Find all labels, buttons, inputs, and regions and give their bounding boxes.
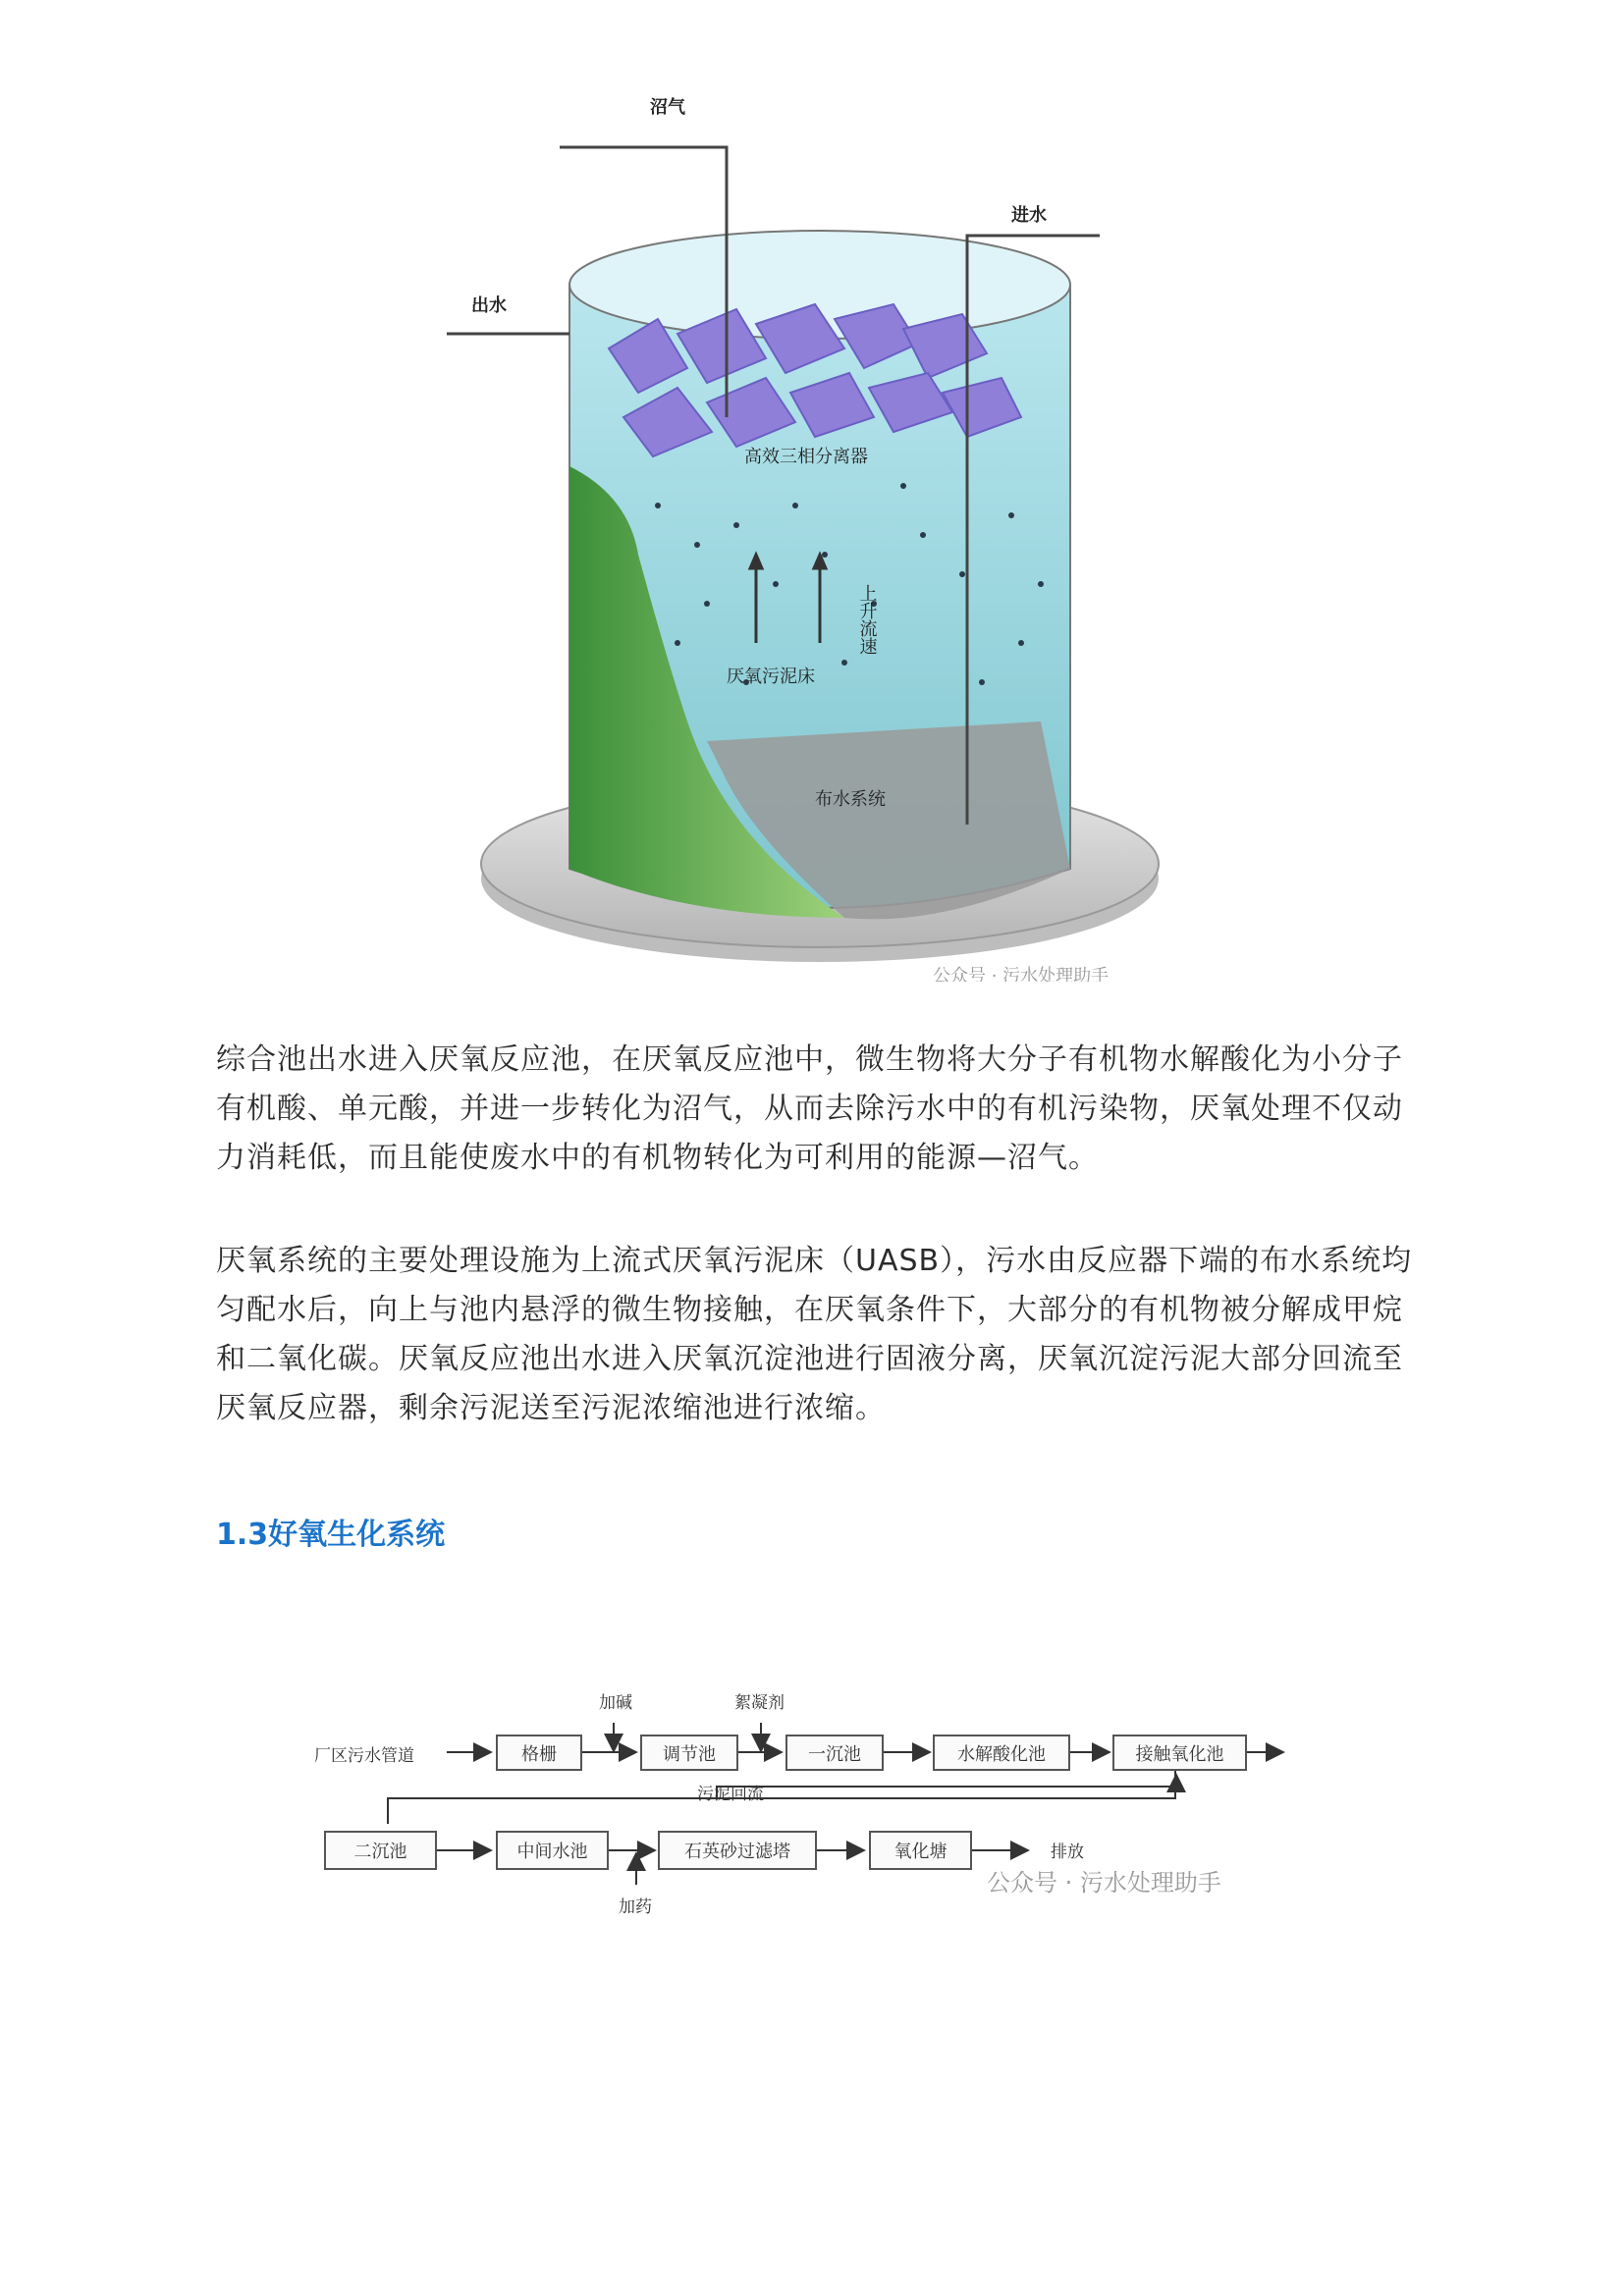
upflow-label: 上升流速 [856,584,878,655]
uasb-diagram [432,93,1178,982]
flow-box-hydrolysis: 水解酸化池 [933,1735,1070,1771]
flow-box-primary-clarifier: 一沉池 [785,1735,884,1771]
flow-box-screen: 格栅 [496,1735,582,1771]
uasb-reactor-figure [432,93,1178,982]
distribution-label: 布水系统 [815,789,886,810]
paragraph-2: 厌氧系统的主要处理设施为上流式厌氧污泥床（UASB），污水由反应器下端的布水系统均匀配水后，向上与池内悬浮的微生物接触，在厌氧条件下，大部分的有机物被分解成甲烷和二氧化碳。厌氧反应池出水进入厌氧沉淀池进行固液分离，厌氧沉淀污泥大部分回流至厌氧反应器，剩余污泥送至污泥浓缩池进行浓缩。 [216,1244,1413,1425]
figure1-watermark: 公众号 · 污水处理助手 [933,966,1110,982]
coagulant-label: 絮凝剂 [734,1693,785,1713]
flow-box-secondary-clarifier: 二沉池 [324,1831,437,1870]
flow-box-intermediate-tank: 中间水池 [496,1831,609,1870]
flow-box-contact-oxidation: 接触氧化池 [1112,1735,1247,1771]
process-flow-diagram [295,1669,1335,1934]
sludge-bed-label: 厌氧污泥床 [727,667,815,687]
section-heading: 1.3好氧生化系统 [216,1518,446,1552]
add-chem-label: 加药 [619,1897,652,1917]
separator-label: 高效三相分离器 [744,447,868,467]
source-label: 厂区污水管道 [314,1746,414,1766]
figure2-watermark: 公众号 · 污水处理助手 [987,1869,1221,1896]
add-alkali-label: 加碱 [599,1693,632,1713]
sludge-return-label: 污泥回流 [697,1785,764,1804]
flow-box-sand-filter: 石英砂过滤塔 [658,1831,817,1870]
inlet-label: 进水 [1011,205,1047,226]
flow-box-oxidation-pond: 氧化塘 [869,1831,972,1870]
paragraph-1: 综合池出水进入厌氧反应池，在厌氧反应池中，微生物将大分子有机物水解酸化为小分子有机酸、单元酸，并进一步转化为沼气，从而去除污水中的有机污染物，厌氧处理不仅动力消耗低，而且能使废水中的有机物转化为可利用的能源—沼气。 [216,1042,1403,1175]
discharge-label: 排放 [1051,1842,1084,1862]
outlet-label: 出水 [471,295,507,316]
biogas-label: 沼气 [650,97,685,118]
flow-box-equalization: 调节池 [640,1735,738,1771]
